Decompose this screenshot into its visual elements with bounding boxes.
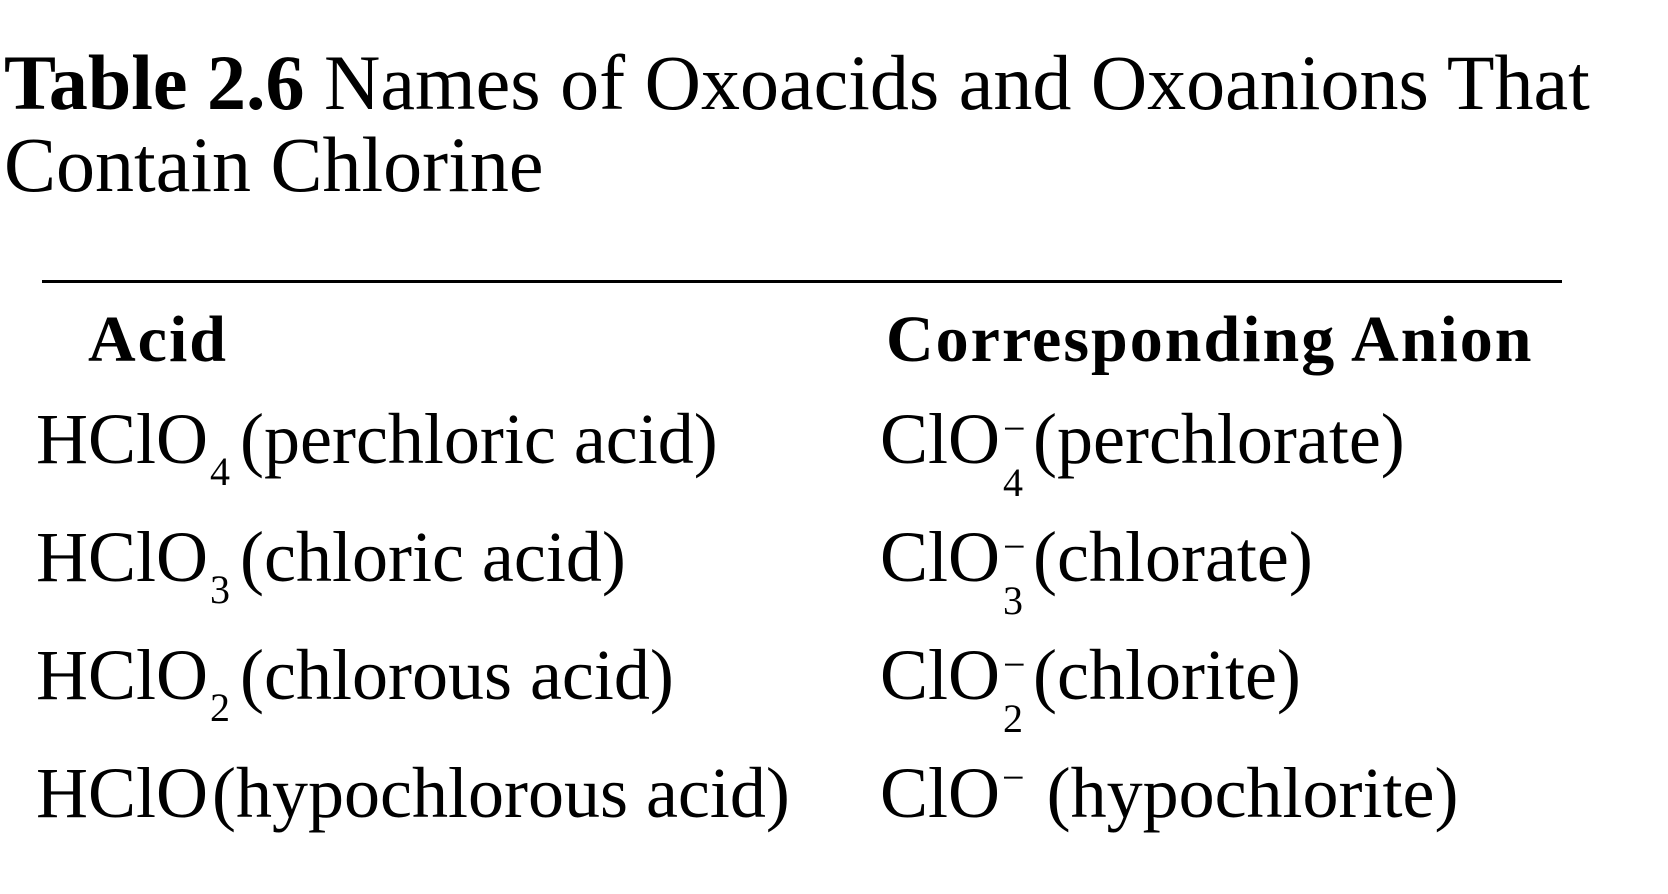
- acid-name: (chlorous acid): [240, 635, 674, 715]
- anion-charge: −: [1003, 406, 1026, 451]
- acid-formula: HClO$_3$: [36, 517, 231, 612]
- table-caption: [4, 39, 1644, 208]
- acid-formula: HClO$_4$: [36, 399, 231, 494]
- anion-subscript: 4: [1003, 460, 1024, 505]
- anion-subscript: 3: [1003, 578, 1024, 623]
- acid-cell: [36, 394, 718, 495]
- table-row: [0, 502, 1668, 623]
- acid-name: (hypochlorous acid): [212, 753, 790, 833]
- anion-formula: ClO − 4: [880, 394, 1023, 484]
- acid-cell: [36, 630, 674, 731]
- table-row: [0, 620, 1668, 741]
- table-title: Names of Oxoacids and Oxoanions That Contain Chlorine: [4, 39, 1590, 208]
- anion-formula: ClO−: [880, 753, 1025, 833]
- acid-name: (chloric acid): [240, 517, 626, 597]
- table-row: [0, 384, 1668, 505]
- anion-cell: [880, 394, 1405, 505]
- anion-subscript: 2: [1003, 696, 1024, 741]
- acid-name: (perchloric acid): [240, 399, 718, 479]
- acid-cell: [36, 748, 790, 838]
- acid-cell: [36, 512, 626, 613]
- anion-formula: ClO − 3: [880, 512, 1023, 602]
- acid-subscript: 3: [210, 567, 231, 612]
- table-row: [0, 738, 1668, 856]
- acid-subscript: 2: [210, 685, 231, 730]
- anion-charge: −: [1003, 524, 1026, 569]
- anion-name: (perchlorate): [1033, 399, 1405, 479]
- acid-formula: HClO: [36, 753, 209, 833]
- column-header-acid: Acid: [88, 303, 228, 376]
- column-header-anion: Corresponding Anion: [886, 303, 1534, 376]
- anion-name: (chlorite): [1033, 635, 1301, 715]
- acid-formula: HClO$_2$: [36, 635, 231, 730]
- anion-charge: −: [1002, 755, 1025, 800]
- table-number: Table 2.6: [4, 39, 305, 126]
- anion-cell: [880, 512, 1313, 623]
- table-top-rule: [42, 280, 1562, 283]
- anion-cell: [880, 630, 1301, 741]
- anion-name: (chlorate): [1033, 517, 1313, 597]
- acid-subscript: 4: [210, 449, 231, 494]
- anion-formula: ClO − 2: [880, 630, 1023, 720]
- anion-charge: −: [1003, 642, 1026, 687]
- anion-cell: [880, 748, 1458, 849]
- anion-name: (hypochlorite): [1046, 753, 1459, 833]
